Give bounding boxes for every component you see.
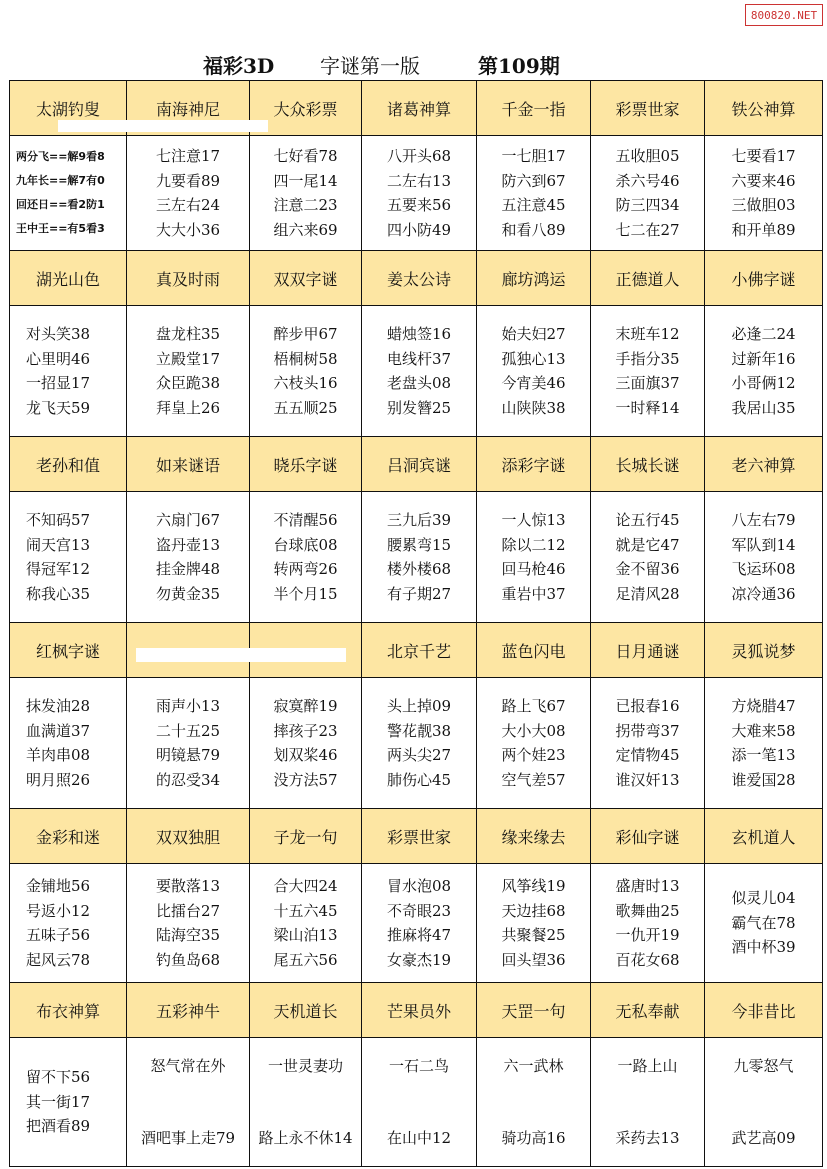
riddle-line: 五收胆05 [615, 147, 680, 165]
riddle-line: 五注意45 [501, 196, 566, 214]
riddle-cell [362, 306, 477, 437]
riddle-line: 梧桐树58 [273, 349, 338, 368]
riddle-line: 明月照26 [26, 770, 91, 789]
column-header: 五彩神牛 [127, 983, 250, 1038]
riddle-line: 盘龙柱35 [155, 325, 221, 343]
riddle-cell [127, 678, 250, 809]
riddle-line: 别发簪25 [386, 398, 452, 417]
riddle-line: 手指分35 [615, 349, 680, 368]
riddle-line: 五五顺25 [273, 398, 338, 417]
riddle-line: 必逢二24 [731, 325, 796, 343]
riddle-line: 盗丹壶13 [155, 535, 221, 554]
riddle-line: 九年长==解7有0 [16, 174, 105, 187]
riddle-cell [362, 1038, 477, 1167]
riddle-line: 过新年16 [731, 349, 796, 368]
riddle-line: 金不留36 [615, 560, 680, 578]
riddle-line: 和看八89 [501, 220, 566, 239]
riddle-line: 明镜悬79 [155, 746, 221, 764]
riddle-line: 七好看78 [273, 147, 338, 165]
riddle-line: 五要来56 [386, 196, 452, 214]
riddle-line: 一七胆17 [501, 147, 566, 165]
riddle-line: 始夫妇27 [501, 325, 566, 343]
riddle-line: 盛唐时13 [615, 877, 680, 895]
riddle-line: 七二在27 [615, 220, 680, 239]
riddle-line: 推麻将47 [386, 926, 452, 944]
column-header: 天罡一句 [477, 983, 591, 1038]
column-header: 太湖钓叟 [10, 81, 127, 136]
page-title [0, 44, 827, 78]
riddle-cell [10, 136, 127, 251]
riddle-line: 不清醒56 [273, 511, 338, 529]
riddle-cell [250, 678, 362, 809]
riddle-line: 防三四34 [615, 196, 680, 214]
riddle-cell [477, 864, 591, 983]
riddle-line: 除以二12 [501, 535, 566, 554]
riddle-line: 对头笑38 [26, 325, 91, 343]
riddle-line: 一招显17 [26, 374, 91, 392]
riddle-row [10, 136, 823, 251]
column-header: 真及时雨 [127, 251, 250, 306]
column-header: 彩仙字谜 [591, 809, 705, 864]
riddle-line: 醉步甲67 [273, 325, 338, 343]
riddle-line: 空气差57 [501, 770, 566, 789]
riddle-line: 的忍受34 [155, 770, 221, 789]
riddle-line: 电线杆37 [386, 349, 452, 368]
riddle-line: 众臣跪38 [155, 374, 221, 392]
riddle-line: 龙飞天59 [26, 398, 91, 417]
column-header: 诸葛神算 [362, 81, 477, 136]
column-header: 双双字谜 [250, 251, 362, 306]
riddle-line: 九要看89 [155, 171, 221, 190]
riddle-cell [10, 492, 127, 623]
riddle-line: 得冠军12 [26, 560, 91, 578]
riddle-row [10, 864, 823, 983]
riddle-line: 女豪杰19 [386, 950, 452, 969]
riddle-line: 不知码57 [26, 511, 91, 529]
riddle-cell [10, 678, 127, 809]
riddle-line: 血满道37 [26, 721, 91, 740]
riddle-row [10, 1038, 823, 1167]
riddle-line: 一人惊13 [501, 511, 566, 529]
riddle-cell [591, 1038, 705, 1167]
column-header: 北京千艺 [362, 623, 477, 678]
riddle-line: 孤独心13 [501, 349, 566, 368]
riddle-line: 老盘头08 [386, 374, 452, 392]
column-header: 正德道人 [591, 251, 705, 306]
header-row [10, 809, 823, 864]
riddle-line: 一世灵妻功 [267, 1057, 343, 1075]
riddle-line: 六枝头16 [273, 374, 338, 392]
column-header: 玄机道人 [705, 809, 823, 864]
riddle-line: 谁爱国28 [731, 770, 796, 789]
header-row [10, 623, 823, 678]
riddle-line: 酒中杯39 [731, 938, 796, 957]
riddle-line: 比擂台27 [155, 901, 221, 920]
riddle-line: 不奇眼23 [386, 901, 452, 920]
riddle-line: 立殿堂17 [155, 349, 221, 368]
riddle-line: 六扇门67 [155, 511, 221, 529]
riddle-line: 回还日==看2防1 [16, 198, 105, 211]
riddle-line: 二十五25 [155, 721, 221, 740]
riddle-line: 路上永不休14 [258, 1128, 353, 1147]
riddle-line: 两分飞==解9看8 [16, 150, 105, 163]
riddle-line: 已报春16 [615, 697, 680, 715]
riddle-line: 楼外楼68 [386, 560, 452, 578]
riddle-line: 三九后39 [386, 511, 452, 529]
riddle-line: 肺伤心45 [386, 770, 452, 789]
riddle-line: 有子期27 [386, 584, 452, 603]
riddle-line: 六要来46 [731, 171, 796, 190]
riddle-line: 把酒看89 [26, 1117, 91, 1136]
riddle-cell [591, 864, 705, 983]
riddle-cell [127, 306, 250, 437]
riddle-line: 划双桨46 [273, 746, 338, 764]
riddle-line: 钓鱼岛68 [155, 950, 221, 969]
riddle-line: 六一武林 [503, 1057, 564, 1075]
riddle-line: 台球底08 [273, 535, 338, 554]
riddle-line: 一仇开19 [615, 926, 680, 944]
column-header: 布衣神算 [10, 983, 127, 1038]
riddle-cell [477, 1038, 591, 1167]
riddle-row [10, 492, 823, 623]
column-header: 无私奉献 [591, 983, 705, 1038]
riddle-line: 留不下56 [26, 1068, 91, 1087]
riddle-line: 警花靓38 [386, 721, 452, 740]
riddle-line: 小哥俩12 [731, 374, 796, 392]
riddle-line: 腰累弯15 [386, 535, 452, 554]
riddle-line: 末班车12 [615, 325, 680, 343]
riddle-line: 大难来58 [731, 721, 796, 740]
riddle-cell [477, 678, 591, 809]
riddle-line: 路上飞67 [501, 697, 566, 715]
riddle-cell [250, 1038, 362, 1167]
column-header: 湖光山色 [10, 251, 127, 306]
riddle-line: 头上掉09 [386, 697, 452, 715]
riddle-cell [250, 306, 362, 437]
column-header: 缘来缘去 [477, 809, 591, 864]
riddle-cell [362, 136, 477, 251]
column-header: 灵狐说梦 [705, 623, 823, 678]
riddle-line: 要散落13 [155, 877, 221, 895]
riddle-line: 谁汉奸13 [615, 770, 680, 789]
riddle-line: 勿黄金35 [155, 584, 221, 603]
column-header: 天机道长 [250, 983, 362, 1038]
riddle-line: 九零怒气 [733, 1057, 794, 1075]
riddle-line: 风筝线19 [501, 877, 566, 895]
column-header: 千金一指 [477, 81, 591, 136]
riddle-cell [477, 306, 591, 437]
site-watermark: 800820.NET [745, 4, 823, 26]
riddle-line: 冒水泡08 [386, 877, 452, 895]
riddle-row [10, 306, 823, 437]
riddle-line: 三面旗37 [615, 374, 680, 392]
riddle-row [10, 678, 823, 809]
riddle-line: 一时释14 [615, 398, 680, 417]
header-row [10, 251, 823, 306]
riddle-line: 三做胆03 [731, 196, 796, 214]
riddle-line: 合大四24 [273, 877, 338, 895]
riddle-cell [127, 1038, 250, 1167]
riddle-line: 方烧腊47 [731, 697, 796, 715]
riddle-line: 在山中12 [386, 1128, 452, 1147]
riddle-line: 其一街17 [26, 1092, 91, 1111]
riddle-line: 心里明46 [26, 349, 91, 368]
column-header: 老孙和值 [10, 437, 127, 492]
riddle-line: 寂寞醉19 [273, 697, 338, 715]
column-header: 吕洞宾谜 [362, 437, 477, 492]
riddle-line: 没方法57 [273, 770, 338, 789]
riddle-cell [362, 864, 477, 983]
column-header: 芒果员外 [362, 983, 477, 1038]
riddle-line: 今宵美46 [501, 374, 566, 392]
riddle-line: 共聚餐25 [501, 926, 566, 944]
riddle-line: 回头望36 [501, 950, 566, 969]
riddle-cell [10, 306, 127, 437]
riddle-line: 两头尖27 [386, 746, 452, 764]
scan-smudge [58, 120, 268, 132]
column-header: 长城长谜 [591, 437, 705, 492]
header-row [10, 437, 823, 492]
riddle-cell [591, 306, 705, 437]
riddle-line: 十五六45 [273, 901, 338, 920]
riddle-line: 足清风28 [615, 584, 680, 603]
column-header: 小佛字谜 [705, 251, 823, 306]
riddle-cell [705, 1038, 823, 1167]
riddle-line: 尾五六56 [273, 950, 338, 969]
riddle-line: 三左右24 [155, 196, 221, 214]
column-header: 老六神算 [705, 437, 823, 492]
riddle-line: 霸气在78 [731, 913, 796, 932]
column-header: 姜太公诗 [362, 251, 477, 306]
riddle-cell [591, 136, 705, 251]
riddle-line: 山陕陕38 [501, 398, 566, 417]
column-header: 南海神尼 [127, 81, 250, 136]
riddle-cell [591, 492, 705, 623]
riddle-line: 抹发油28 [26, 697, 91, 715]
riddle-line: 怒气常在外 [150, 1057, 226, 1075]
riddle-line: 转两弯26 [273, 560, 338, 578]
column-header: 晓乐字谜 [250, 437, 362, 492]
riddle-cell [250, 136, 362, 251]
riddle-line: 四小防49 [386, 220, 452, 239]
column-header: 今非昔比 [705, 983, 823, 1038]
column-header: 彩票世家 [591, 81, 705, 136]
riddle-cell [362, 492, 477, 623]
header-row [10, 983, 823, 1038]
riddle-line: 组六来69 [273, 220, 338, 239]
scan-smudge [136, 648, 346, 662]
column-header: 金彩和迷 [10, 809, 127, 864]
riddle-line: 回马枪46 [501, 560, 566, 578]
riddle-line: 半个月15 [273, 584, 338, 603]
riddle-line: 八开头68 [386, 147, 452, 165]
riddle-line: 八左右79 [731, 511, 796, 529]
riddle-line: 起风云78 [26, 950, 91, 969]
riddle-line: 雨声小13 [155, 697, 221, 715]
riddle-cell [705, 678, 823, 809]
column-header: 子龙一句 [250, 809, 362, 864]
riddle-line: 拐带弯37 [615, 721, 680, 740]
riddle-line: 酒吧事上走79 [140, 1128, 236, 1147]
riddle-line: 一石二鸟 [388, 1057, 449, 1075]
riddle-line: 添一笔13 [731, 746, 796, 764]
riddle-line: 称我心35 [26, 584, 91, 603]
riddle-line: 歌舞曲25 [615, 901, 680, 920]
riddle-line: 天边挂68 [501, 901, 566, 920]
riddle-cell [127, 136, 250, 251]
title-issue: 第109期 [478, 54, 560, 78]
riddle-line: 重岩中37 [501, 584, 566, 603]
riddle-line: 似灵儿04 [731, 889, 796, 908]
riddle-line: 杀六号46 [615, 171, 680, 190]
riddle-line: 金铺地56 [26, 877, 91, 895]
column-header: 如来谜语 [127, 437, 250, 492]
column-header: 大众彩票 [250, 81, 362, 136]
riddle-line: 百花女68 [615, 950, 680, 969]
riddle-line: 我居山35 [731, 398, 796, 417]
riddle-line: 武艺高09 [731, 1128, 796, 1147]
riddle-line: 七要看17 [731, 147, 796, 165]
riddle-line: 陆海空35 [155, 926, 221, 944]
riddle-line: 和开单89 [731, 220, 796, 239]
riddle-line: 大大小36 [155, 220, 221, 239]
riddle-line: 防六到67 [501, 171, 566, 190]
riddle-cell [477, 136, 591, 251]
riddle-line: 定情物45 [615, 746, 680, 764]
riddle-line: 七注意17 [155, 147, 221, 165]
column-header: 日月通谜 [591, 623, 705, 678]
riddle-cell [127, 864, 250, 983]
riddle-line: 蜡烛签16 [386, 325, 452, 343]
riddle-line: 四一尾14 [273, 171, 338, 190]
column-header: 廊坊鸿运 [477, 251, 591, 306]
riddle-line: 就是它47 [615, 535, 680, 554]
riddle-line: 两个娃23 [501, 746, 566, 764]
riddle-table [9, 80, 823, 1167]
riddle-cell [362, 678, 477, 809]
riddle-line: 采药去13 [615, 1128, 680, 1147]
title-brand: 福彩3D [203, 54, 275, 78]
riddle-line: 一路上山 [617, 1057, 678, 1075]
riddle-cell [10, 1038, 127, 1167]
column-header: 红枫字谜 [10, 623, 127, 678]
riddle-line: 羊肉串08 [26, 746, 91, 764]
column-header: 彩票世家 [362, 809, 477, 864]
riddle-line: 注意二23 [273, 196, 338, 214]
riddle-line: 五味子56 [26, 926, 91, 944]
riddle-cell [127, 492, 250, 623]
riddle-line: 闹天宫13 [26, 535, 91, 554]
riddle-cell [705, 492, 823, 623]
column-header: 蓝色闪电 [477, 623, 591, 678]
title-name: 字谜第一版 [320, 54, 420, 78]
riddle-line: 摔孩子23 [273, 721, 338, 740]
riddle-cell [705, 306, 823, 437]
column-header: 铁公神算 [705, 81, 823, 136]
riddle-cell [705, 864, 823, 983]
riddle-line: 王中王==有5看3 [16, 222, 105, 235]
riddle-line: 号返小12 [26, 901, 91, 920]
riddle-line: 飞运环08 [731, 560, 796, 578]
riddle-line: 军队到14 [731, 535, 796, 554]
riddle-line: 梁山泊13 [273, 926, 338, 944]
riddle-cell [477, 492, 591, 623]
riddle-cell [10, 864, 127, 983]
riddle-line: 二左右13 [386, 171, 452, 190]
riddle-cell [705, 136, 823, 251]
riddle-cell [250, 864, 362, 983]
column-header: 双双独胆 [127, 809, 250, 864]
riddle-cell [591, 678, 705, 809]
riddle-cell [250, 492, 362, 623]
column-header: 添彩字谜 [477, 437, 591, 492]
riddle-line: 挂金牌48 [155, 560, 221, 578]
riddle-line: 大小大08 [501, 721, 566, 740]
riddle-line: 骑功高16 [501, 1128, 566, 1147]
riddle-line: 拜皇上26 [155, 398, 221, 417]
riddle-line: 论五行45 [615, 511, 680, 529]
riddle-line: 凉冷通36 [731, 584, 796, 603]
